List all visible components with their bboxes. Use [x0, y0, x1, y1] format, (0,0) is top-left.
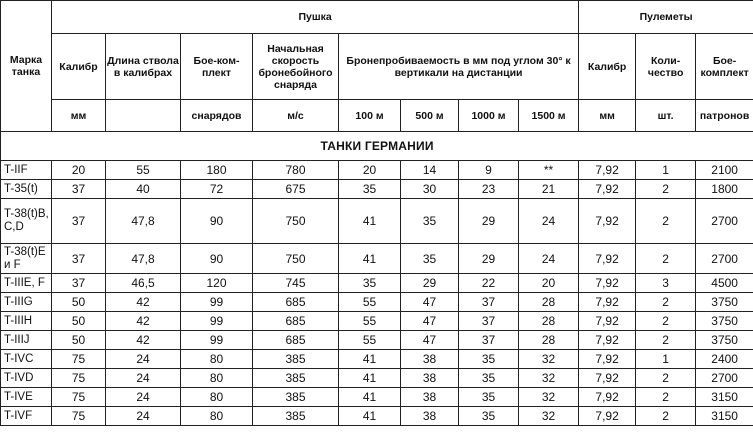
- cell-muzzle-velocity: 750: [253, 244, 339, 274]
- cell-mg-caliber: 7,92: [579, 199, 636, 244]
- unit-distance-1000: 1000 м: [459, 100, 519, 132]
- cell-penetration-500m: 35: [401, 244, 459, 274]
- table-row: [1, 331, 753, 350]
- cell-mg-ammo: 3750: [696, 312, 753, 331]
- unit-distance-1500: 1500 м: [519, 100, 579, 132]
- cell-penetration-1500m: 28: [519, 331, 579, 350]
- section-title: ТАНКИ ГЕРМАНИИ: [1, 132, 753, 161]
- cell-gun-caliber: 75: [52, 369, 106, 388]
- cell-mg-ammo: 2700: [696, 369, 753, 388]
- table-row: [1, 199, 753, 244]
- cell-barrel-length: 42: [106, 293, 181, 312]
- cell-gun-caliber: 50: [52, 312, 106, 331]
- cell-tank-model: T-IIIJ: [1, 331, 52, 350]
- cell-muzzle-velocity: 385: [253, 388, 339, 407]
- cell-gun-ammo: 80: [181, 350, 253, 369]
- cell-mg-count: 2: [636, 180, 696, 199]
- cell-gun-ammo: 80: [181, 388, 253, 407]
- table-row: [1, 293, 753, 312]
- cell-muzzle-velocity: 685: [253, 312, 339, 331]
- unit-gun-ammo: снарядов: [181, 100, 253, 132]
- cell-penetration-1000m: 35: [459, 388, 519, 407]
- cell-penetration-1500m: 21: [519, 180, 579, 199]
- cell-penetration-100m: 55: [339, 331, 401, 350]
- cell-gun-ammo: 99: [181, 312, 253, 331]
- cell-tank-model: T-IVC: [1, 350, 52, 369]
- cell-mg-count: 2: [636, 199, 696, 244]
- header-gun-group: Пушка: [52, 1, 579, 34]
- cell-gun-caliber: 37: [52, 180, 106, 199]
- cell-tank-model: T-IIIG: [1, 293, 52, 312]
- cell-penetration-1000m: 9: [459, 161, 519, 180]
- cell-mg-ammo: 3150: [696, 407, 753, 426]
- cell-mg-caliber: 7,92: [579, 331, 636, 350]
- cell-penetration-1500m: 32: [519, 407, 579, 426]
- cell-muzzle-velocity: 385: [253, 369, 339, 388]
- header-armor-penetration: Бронепробиваемость в мм под углом 30° к вертикали на дистанции: [339, 34, 579, 100]
- cell-penetration-100m: 41: [339, 407, 401, 426]
- cell-penetration-1500m: 28: [519, 312, 579, 331]
- cell-penetration-500m: 47: [401, 331, 459, 350]
- cell-penetration-500m: 38: [401, 388, 459, 407]
- cell-tank-model: T-IVD: [1, 369, 52, 388]
- cell-mg-caliber: 7,92: [579, 369, 636, 388]
- cell-penetration-1500m: 28: [519, 293, 579, 312]
- cell-penetration-500m: 47: [401, 312, 459, 331]
- cell-muzzle-velocity: 675: [253, 180, 339, 199]
- cell-tank-model: T-38(t)E и F: [1, 244, 52, 274]
- cell-gun-caliber: 37: [52, 274, 106, 293]
- cell-penetration-500m: 47: [401, 293, 459, 312]
- cell-mg-ammo: 3150: [696, 388, 753, 407]
- table-row: [1, 407, 753, 426]
- cell-penetration-100m: 41: [339, 369, 401, 388]
- cell-penetration-1000m: 37: [459, 293, 519, 312]
- cell-penetration-1500m: 24: [519, 244, 579, 274]
- cell-gun-ammo: 180: [181, 161, 253, 180]
- cell-gun-ammo: 80: [181, 407, 253, 426]
- table-row: [1, 244, 753, 274]
- cell-muzzle-velocity: 685: [253, 331, 339, 350]
- cell-mg-ammo: 2700: [696, 244, 753, 274]
- cell-penetration-1000m: 37: [459, 312, 519, 331]
- cell-mg-caliber: 7,92: [579, 312, 636, 331]
- cell-barrel-length: 42: [106, 312, 181, 331]
- cell-penetration-500m: 14: [401, 161, 459, 180]
- header-mg-count: Коли-чество: [636, 34, 696, 100]
- cell-mg-count: 2: [636, 293, 696, 312]
- cell-penetration-100m: 55: [339, 312, 401, 331]
- header-machine-guns-group: Пулеметы: [579, 1, 753, 34]
- cell-penetration-1500m: 32: [519, 388, 579, 407]
- cell-tank-model: T-38(t)B, C,D: [1, 199, 52, 244]
- cell-muzzle-velocity: 685: [253, 293, 339, 312]
- cell-gun-caliber: 75: [52, 350, 106, 369]
- cell-mg-ammo: 3750: [696, 331, 753, 350]
- cell-penetration-1000m: 29: [459, 244, 519, 274]
- cell-penetration-1000m: 29: [459, 199, 519, 244]
- cell-muzzle-velocity: 745: [253, 274, 339, 293]
- table-row: [1, 161, 753, 180]
- cell-gun-ammo: 99: [181, 331, 253, 350]
- cell-penetration-100m: 55: [339, 293, 401, 312]
- cell-muzzle-velocity: 780: [253, 161, 339, 180]
- table-row: [1, 274, 753, 293]
- cell-penetration-100m: 41: [339, 350, 401, 369]
- cell-tank-model: T-35(t): [1, 180, 52, 199]
- cell-mg-count: 2: [636, 407, 696, 426]
- cell-penetration-100m: 35: [339, 274, 401, 293]
- cell-gun-ammo: 80: [181, 369, 253, 388]
- cell-mg-count: 1: [636, 350, 696, 369]
- cell-mg-caliber: 7,92: [579, 350, 636, 369]
- cell-muzzle-velocity: 750: [253, 199, 339, 244]
- cell-gun-caliber: 37: [52, 199, 106, 244]
- cell-penetration-500m: 35: [401, 199, 459, 244]
- cell-barrel-length: 46,5: [106, 274, 181, 293]
- cell-penetration-1500m: **: [519, 161, 579, 180]
- cell-gun-ammo: 90: [181, 199, 253, 244]
- cell-penetration-100m: 35: [339, 180, 401, 199]
- header-mg-caliber: Калибр: [579, 34, 636, 100]
- cell-mg-count: 2: [636, 312, 696, 331]
- cell-tank-model: T-IIF: [1, 161, 52, 180]
- cell-mg-ammo: 3750: [696, 293, 753, 312]
- cell-mg-caliber: 7,92: [579, 161, 636, 180]
- cell-penetration-100m: 41: [339, 244, 401, 274]
- unit-mg-caliber: мм: [579, 100, 636, 132]
- cell-mg-caliber: 7,92: [579, 388, 636, 407]
- table-row: [1, 369, 753, 388]
- cell-penetration-1000m: 35: [459, 350, 519, 369]
- cell-barrel-length: 24: [106, 388, 181, 407]
- cell-penetration-1500m: 24: [519, 199, 579, 244]
- cell-penetration-500m: 29: [401, 274, 459, 293]
- cell-penetration-500m: 38: [401, 369, 459, 388]
- header-mg-ammo: Бое-комплект: [696, 34, 753, 100]
- cell-barrel-length: 42: [106, 331, 181, 350]
- cell-mg-caliber: 7,92: [579, 274, 636, 293]
- unit-gun-caliber: мм: [52, 100, 106, 132]
- cell-mg-ammo: 2400: [696, 350, 753, 369]
- cell-mg-caliber: 7,92: [579, 180, 636, 199]
- cell-penetration-1500m: 32: [519, 369, 579, 388]
- cell-barrel-length: 24: [106, 350, 181, 369]
- unit-muzzle-velocity: м/с: [253, 100, 339, 132]
- cell-mg-ammo: 2700: [696, 199, 753, 244]
- cell-penetration-500m: 38: [401, 407, 459, 426]
- cell-mg-ammo: 2100: [696, 161, 753, 180]
- table-row: [1, 180, 753, 199]
- cell-mg-count: 2: [636, 369, 696, 388]
- cell-gun-ammo: 72: [181, 180, 253, 199]
- cell-gun-caliber: 75: [52, 388, 106, 407]
- table-row: [1, 312, 753, 331]
- cell-mg-count: 2: [636, 244, 696, 274]
- cell-mg-count: 3: [636, 274, 696, 293]
- cell-gun-ammo: 120: [181, 274, 253, 293]
- cell-tank-model: T-IIIE, F: [1, 274, 52, 293]
- cell-penetration-100m: 41: [339, 388, 401, 407]
- cell-penetration-1000m: 37: [459, 331, 519, 350]
- unit-distance-100: 100 м: [339, 100, 401, 132]
- table-row: [1, 350, 753, 369]
- cell-penetration-1000m: 35: [459, 407, 519, 426]
- cell-mg-caliber: 7,92: [579, 244, 636, 274]
- cell-muzzle-velocity: 385: [253, 350, 339, 369]
- cell-barrel-length: 47,8: [106, 244, 181, 274]
- cell-mg-caliber: 7,92: [579, 293, 636, 312]
- cell-mg-ammo: 4500: [696, 274, 753, 293]
- cell-muzzle-velocity: 385: [253, 407, 339, 426]
- cell-penetration-1500m: 32: [519, 350, 579, 369]
- cell-gun-ammo: 90: [181, 244, 253, 274]
- cell-gun-caliber: 50: [52, 331, 106, 350]
- header-barrel-length: Длина ствола в калибрах: [106, 34, 181, 100]
- cell-mg-count: 2: [636, 388, 696, 407]
- cell-barrel-length: 55: [106, 161, 181, 180]
- cell-gun-caliber: 75: [52, 407, 106, 426]
- cell-penetration-1000m: 22: [459, 274, 519, 293]
- unit-distance-500: 500 м: [401, 100, 459, 132]
- cell-penetration-500m: 38: [401, 350, 459, 369]
- cell-penetration-100m: 20: [339, 161, 401, 180]
- header-gun-caliber: Калибр: [52, 34, 106, 100]
- cell-barrel-length: 40: [106, 180, 181, 199]
- unit-mg-count: шт.: [636, 100, 696, 132]
- cell-penetration-1000m: 35: [459, 369, 519, 388]
- cell-penetration-1000m: 23: [459, 180, 519, 199]
- header-tank-model: Марка танка: [1, 1, 52, 132]
- cell-barrel-length: 24: [106, 369, 181, 388]
- cell-tank-model: T-IVF: [1, 407, 52, 426]
- cell-gun-caliber: 50: [52, 293, 106, 312]
- cell-mg-count: 1: [636, 161, 696, 180]
- cell-gun-caliber: 20: [52, 161, 106, 180]
- cell-penetration-100m: 41: [339, 199, 401, 244]
- header-gun-ammo: Бое-ком-плект: [181, 34, 253, 100]
- cell-mg-ammo: 1800: [696, 180, 753, 199]
- cell-gun-ammo: 99: [181, 293, 253, 312]
- table-row: [1, 388, 753, 407]
- cell-mg-caliber: 7,92: [579, 407, 636, 426]
- cell-gun-caliber: 37: [52, 244, 106, 274]
- cell-tank-model: T-IVE: [1, 388, 52, 407]
- cell-penetration-500m: 30: [401, 180, 459, 199]
- header-muzzle-velocity: Начальная скорость бронебойного снаряда: [253, 34, 339, 100]
- unit-barrel-length: [106, 100, 181, 132]
- cell-barrel-length: 47,8: [106, 199, 181, 244]
- cell-penetration-1500m: 20: [519, 274, 579, 293]
- cell-tank-model: T-IIIH: [1, 312, 52, 331]
- unit-mg-ammo: патронов: [696, 100, 753, 132]
- cell-mg-count: 2: [636, 331, 696, 350]
- cell-barrel-length: 24: [106, 407, 181, 426]
